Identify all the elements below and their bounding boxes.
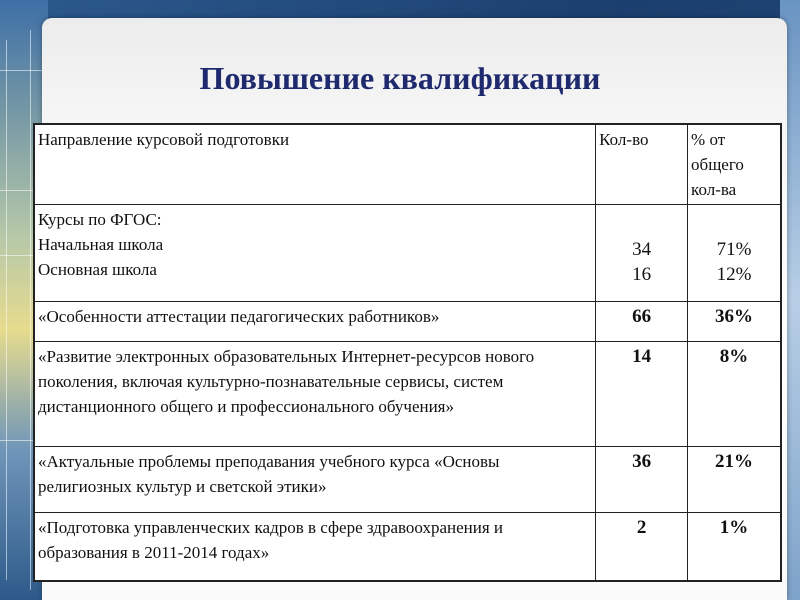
table-row	[34, 513, 781, 581]
table-row	[34, 205, 781, 302]
row-text: «Актуальные проблемы преподавания учебного курса «Основы религиозных культур и светской этики»	[34, 447, 596, 513]
header-direction: Направление курсовой подготовки	[34, 124, 596, 205]
row-text	[34, 205, 596, 302]
header-percent: % от общего кол-ва	[688, 124, 781, 205]
fgos-primary-percent: 71%	[716, 239, 752, 260]
row-count	[596, 447, 688, 513]
row-count	[596, 513, 688, 581]
count-value: 2	[636, 517, 647, 538]
decor-line	[6, 40, 7, 580]
row-count	[596, 302, 688, 342]
count-value: 14	[632, 346, 652, 367]
table-row	[34, 447, 781, 513]
fgos-basic-percent: 12%	[716, 264, 752, 285]
slide-title: Повышение квалификации	[199, 60, 601, 96]
percent-value: 21%	[715, 451, 754, 472]
row-text: «Развитие электронных образовательных Интернет-ресурсов нового поколения, включая культурно-познавательные сервисы, систем дистанционного общего и профессионального обучения»	[34, 342, 596, 447]
fgos-primary: Начальная школа	[38, 235, 164, 254]
percent-value: 8%	[719, 346, 749, 367]
row-percent	[688, 513, 781, 581]
fgos-primary-count: 34	[632, 239, 652, 260]
table-header-row	[34, 124, 781, 205]
table-row	[34, 302, 781, 342]
decor-line	[30, 30, 31, 590]
row-text: «Подготовка управленческих кадров в сфере здравоохранения и образования в 2011-2014 годах»	[34, 513, 596, 581]
percent-value: 36%	[715, 306, 754, 327]
row-count	[596, 342, 688, 447]
fgos-basic: Основная школа	[38, 260, 157, 279]
fgos-label: Курсы по ФГОС:	[38, 210, 162, 229]
percent-value: 1%	[719, 517, 749, 538]
row-percent	[688, 342, 781, 447]
count-value: 36	[632, 451, 652, 472]
row-text: «Особенности аттестации педагогических работников»	[34, 302, 596, 342]
count-value: 66	[632, 306, 652, 327]
row-count	[596, 205, 688, 302]
qualification-table	[33, 123, 782, 582]
header-count: Кол-во	[596, 124, 688, 205]
row-percent	[688, 302, 781, 342]
row-percent	[688, 205, 781, 302]
row-percent	[688, 447, 781, 513]
fgos-basic-count: 16	[632, 264, 652, 285]
table-row	[34, 342, 781, 447]
